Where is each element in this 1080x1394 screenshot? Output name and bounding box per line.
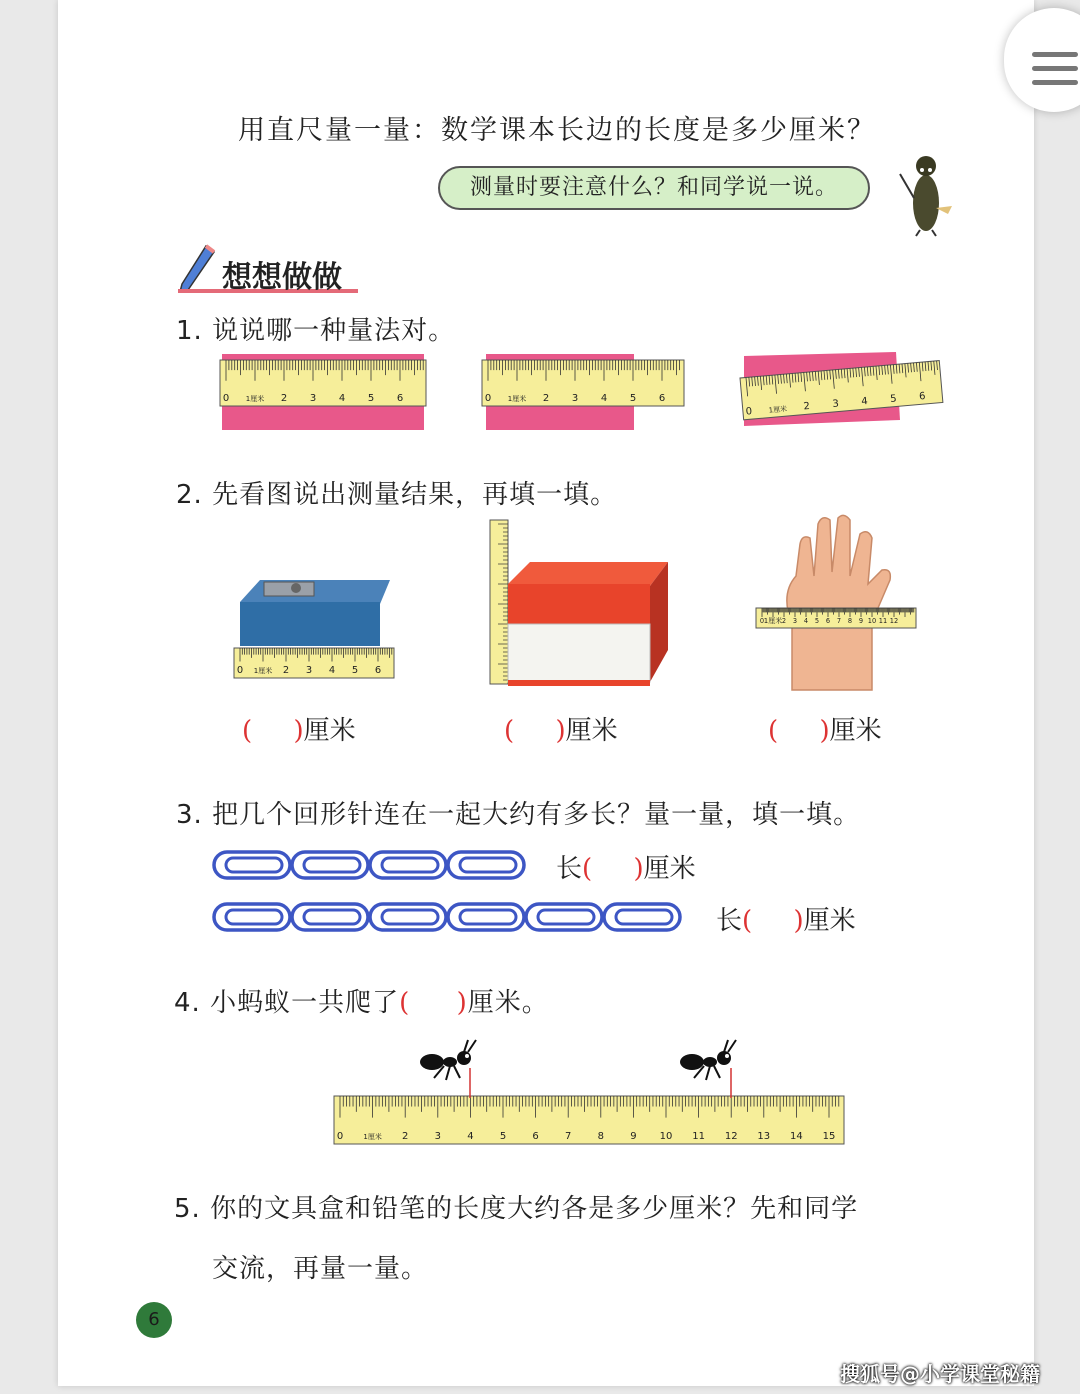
ruler-label: 3 [571, 393, 579, 404]
intro-question: 用直尺量一量：数学课本长边的长度是多少厘米？ [238, 115, 876, 146]
ruler-label: 2 [282, 665, 290, 676]
ruler-label: 0 [236, 665, 244, 676]
q1-ruler-figures [200, 348, 960, 438]
ruler-label: 7 [836, 617, 842, 625]
ruler-label: 0 [745, 406, 753, 418]
ruler-label: 10 [659, 1131, 673, 1142]
paper-clip [448, 904, 524, 930]
pencil-icon [176, 242, 216, 296]
question-2-text: 先看图说出测量结果，再填一填。 [212, 480, 618, 510]
clip-inner [304, 858, 360, 872]
ruler-label: 1厘米 [507, 395, 527, 403]
ant-head [717, 1051, 731, 1065]
clip-inner [226, 910, 282, 924]
sharpener-body [240, 602, 380, 646]
paper-clip [214, 904, 290, 930]
ruler-label: 6 [532, 1131, 539, 1142]
ruler-label: 4 [467, 1131, 474, 1142]
ruler-label: 11 [878, 617, 888, 625]
question-2: 2. 先看图说出测量结果，再填一填。 [176, 480, 618, 510]
ruler-label: 3 [305, 665, 313, 676]
q3-answer-2: 长( )厘米 [716, 906, 856, 936]
question-1-text: 说说哪一种量法对。 [212, 316, 456, 346]
paper-clip [526, 904, 602, 930]
ruler-label: 5 [889, 393, 898, 405]
paper-clip [370, 852, 446, 878]
hand [787, 515, 890, 690]
ant-thorax [443, 1057, 457, 1067]
book-bottom [508, 680, 650, 686]
ruler-label: 3 [831, 398, 840, 411]
ant [680, 1040, 736, 1080]
ruler-label: 2 [542, 393, 550, 404]
ruler-label: 2 [280, 393, 288, 404]
clip-inner [382, 858, 438, 872]
clip-inner [616, 910, 672, 924]
q2-answer-3: ( )厘米 [768, 716, 882, 746]
ruler-label: 3 [434, 1131, 441, 1142]
clip-inner [460, 858, 516, 872]
ruler-label: 12 [724, 1131, 738, 1142]
ruler-label: 2 [402, 1131, 409, 1142]
ruler-label: 6 [918, 390, 926, 403]
book-cover [508, 584, 650, 624]
q2-measure-figures [220, 514, 940, 698]
clip-inner [538, 910, 594, 924]
paper-clip [292, 852, 368, 878]
ruler-label: 6 [396, 393, 404, 404]
ruler-label: 6 [658, 393, 666, 404]
question-3-text: 把几个回形针连在一起大约有多长？量一量，填一填。 [212, 800, 861, 830]
ant-abdomen [680, 1054, 704, 1070]
ant-antenna [464, 1040, 476, 1052]
ant-head [457, 1051, 471, 1065]
paper-clip [370, 904, 446, 930]
ruler-label: 1厘米 [363, 1133, 382, 1141]
question-5-line2: 交流，再量一量。 [212, 1254, 429, 1284]
mascot-illustration [896, 148, 960, 238]
ruler-label: 8 [597, 1131, 604, 1142]
ant [420, 1040, 476, 1080]
ant-abdomen [420, 1054, 444, 1070]
ruler-label: 15 [822, 1131, 836, 1142]
paper-clip [292, 904, 368, 930]
ruler-label: 0 [336, 1131, 344, 1142]
ruler-label: 6 [825, 617, 831, 625]
q2-answer-1: ( )厘米 [242, 716, 356, 746]
ruler-label: 4 [860, 395, 869, 408]
question-4: 4. 小蚂蚁一共爬了( )厘米。 [174, 988, 549, 1018]
sharpener-screw [291, 583, 301, 593]
ruler [220, 360, 426, 406]
book-top [508, 562, 668, 586]
clip-inner [226, 858, 282, 872]
paper-clip [214, 852, 290, 878]
ruler-label: 12 [889, 617, 899, 625]
ruler-label: 5 [499, 1131, 507, 1142]
watermark: 搜狐号@小学课堂秘籍 [840, 1362, 1040, 1386]
ruler-label: 4 [803, 617, 809, 625]
ruler-label: 8 [847, 617, 853, 625]
ruler-label: 0 [759, 617, 765, 625]
ruler-label: 5 [351, 665, 359, 676]
clip-inner [460, 910, 516, 924]
ruler-label: 7 [565, 1131, 572, 1142]
clip-inner [304, 910, 360, 924]
paper-clip [604, 904, 680, 930]
ruler-label: 0 [222, 393, 230, 404]
ruler [234, 648, 394, 678]
ruler-label: 5 [629, 393, 637, 404]
ruler-label: 1厘米 [245, 395, 265, 403]
q3-answer-1: 长( )厘米 [556, 854, 696, 884]
menu-icon [1032, 52, 1078, 57]
ruler-label: 11 [692, 1131, 705, 1142]
ruler-label: 9 [630, 1131, 637, 1142]
question-1: 1. 说说哪一种量法对。 [176, 316, 456, 346]
ant-ruler-figure [330, 1038, 850, 1148]
ruler-label: 2 [803, 401, 811, 413]
paper-clip [448, 852, 524, 878]
book-pages [508, 624, 650, 682]
question-5-line1: 你的文具盒和铅笔的长度大约各是多少厘米？先和同学 [210, 1194, 859, 1224]
ruler-label: 1厘米 [253, 667, 273, 675]
ant-antenna [724, 1040, 736, 1052]
ruler-label: 4 [338, 393, 346, 404]
ruler-label: 0 [484, 393, 492, 404]
ruler-label: 2 [781, 617, 787, 625]
ruler-label: 9 [858, 617, 864, 625]
question-5: 5. 你的文具盒和铅笔的长度大约各是多少厘米？先和同学 [174, 1194, 859, 1224]
vertical-ruler [490, 520, 508, 684]
question-3: 3. 把几个回形针连在一起大约有多长？量一量，填一填。 [176, 800, 861, 830]
speech-bubble: 测量时要注意什么？和同学说一说。 [438, 166, 870, 210]
ruler-label: 5 [367, 393, 375, 404]
ruler-label: 14 [790, 1131, 803, 1142]
sharpener-top [240, 580, 390, 604]
ruler-label: 13 [757, 1131, 771, 1142]
ruler-label: 1厘米 [763, 617, 783, 625]
ruler-label: 5 [814, 617, 820, 625]
clip-inner [382, 910, 438, 924]
ruler [482, 360, 684, 406]
ruler-label: 4 [600, 393, 608, 404]
ruler [334, 1096, 844, 1144]
ant-eye [465, 1054, 469, 1058]
ruler-label: 4 [328, 665, 336, 676]
section-title: 想想做做 [222, 260, 342, 295]
ruler-label: 6 [374, 665, 382, 676]
ruler-label: 10 [867, 617, 877, 625]
ruler-label: 3 [792, 617, 798, 625]
q2-answer-2: ( )厘米 [504, 716, 618, 746]
ruler [756, 608, 916, 628]
sharpener-blade [264, 582, 314, 596]
ant-thorax [703, 1057, 717, 1067]
ruler-label: 3 [309, 393, 317, 404]
page-number: 6 [136, 1302, 172, 1338]
ruler-label: 1厘米 [768, 405, 788, 415]
ant-eye [725, 1054, 729, 1058]
